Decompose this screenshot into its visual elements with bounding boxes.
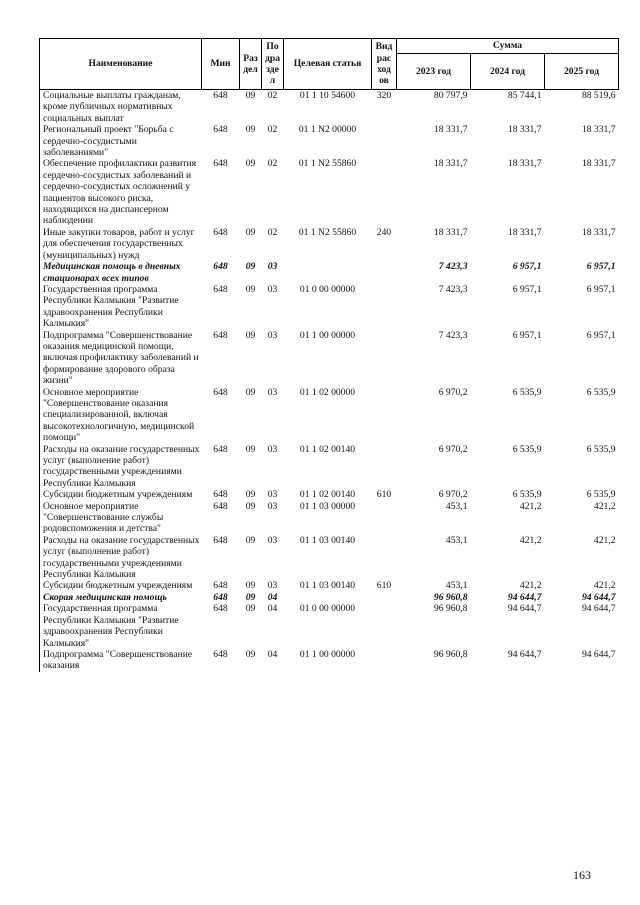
row-sum-2024: 94 644,7 — [507, 591, 542, 603]
row-sum-2025: 18 331,7 — [581, 124, 616, 136]
row-razdel: 09 — [245, 329, 256, 341]
row-min: 648 — [213, 261, 228, 273]
table-row — [40, 489, 619, 500]
table-row — [40, 227, 619, 261]
row-vid-rashodov: 610 — [376, 489, 392, 501]
row-sum-2023: 80 797,9 — [433, 90, 468, 101]
row-sum-2024: 421,2 — [519, 500, 542, 512]
row-sum-2025: 421,2 — [593, 500, 616, 512]
row-podrazdel: 04 — [267, 603, 278, 615]
row-celevaya-statya: 01 1 00 00000 — [299, 329, 356, 341]
row-min: 648 — [213, 580, 228, 592]
row-name: Подпрограмма "Совершенствование оказания — [40, 649, 202, 672]
header-2025: 2025 год — [545, 54, 619, 90]
header-2024: 2024 год — [471, 54, 545, 90]
row-sum-2025: 94 644,7 — [581, 591, 616, 603]
row-vid-rashodov — [372, 592, 397, 603]
header-min: Мин — [202, 39, 240, 90]
row-vid-rashodov — [372, 330, 397, 387]
row-sum-2025: 6 535,9 — [586, 386, 616, 398]
header-razdel: Раз дел — [240, 39, 262, 90]
row-min: 648 — [213, 500, 228, 512]
row-min: 648 — [213, 591, 228, 603]
row-sum-2023: 7 423,3 — [438, 261, 468, 273]
row-min: 648 — [213, 329, 228, 341]
row-razdel: 09 — [245, 283, 256, 295]
header-celevaya-statya: Целевая статья — [284, 39, 372, 90]
page-number: 163 — [573, 868, 591, 882]
row-sum-2023: 453,1 — [445, 500, 468, 512]
row-sum-2025: 421,2 — [593, 580, 616, 592]
row-min: 648 — [213, 386, 228, 398]
row-celevaya-statya: 01 0 00 00000 — [299, 603, 356, 615]
budget-table-page — [39, 38, 618, 672]
budget-table — [39, 38, 619, 672]
row-sum-2023: 6 970,2 — [438, 443, 468, 455]
row-vid-rashodov: 240 — [376, 226, 392, 238]
row-name: Расходы на оказание государственных услуг (выполнение работ) государственными учреждениями Республики Калмыкия — [40, 444, 202, 490]
row-sum-2025: 6 957,1 — [586, 283, 616, 295]
row-vid-rashodov — [372, 387, 397, 444]
table-row — [40, 535, 619, 581]
row-sum-2025: 88 519,6 — [581, 90, 616, 101]
row-sum-2024: 6 957,1 — [512, 261, 542, 273]
row-razdel: 09 — [245, 534, 256, 546]
table-row — [40, 387, 619, 444]
row-sum-2024: 6 535,9 — [512, 443, 542, 455]
row-vid-rashodov — [372, 444, 397, 490]
row-razdel: 09 — [245, 226, 256, 238]
row-vid-rashodov — [372, 284, 397, 330]
row-sum-2025: 6 535,9 — [586, 443, 616, 455]
row-podrazdel: 03 — [267, 283, 278, 295]
row-name: Скорая медицинская помощь — [40, 592, 202, 603]
row-sum-2023: 453,1 — [445, 534, 468, 546]
row-razdel: 09 — [245, 443, 256, 455]
row-name: Расходы на оказание государственных услуг (выполнение работ) государственными учреждениями Республики Калмыкия — [40, 535, 202, 581]
row-min: 648 — [213, 534, 228, 546]
row-celevaya-statya: 01 1 N2 00000 — [298, 124, 357, 136]
row-min: 648 — [213, 603, 228, 615]
row-sum-2025: 6 957,1 — [586, 261, 616, 273]
row-sum-2023: 18 331,7 — [433, 226, 468, 238]
row-podrazdel: 03 — [267, 329, 278, 341]
row-sum-2023: 96 960,8 — [433, 591, 468, 603]
row-min: 648 — [213, 443, 228, 455]
row-podrazdel: 03 — [267, 386, 278, 398]
row-vid-rashodov — [372, 603, 397, 649]
row-razdel: 09 — [245, 591, 256, 603]
row-razdel: 09 — [245, 489, 256, 501]
row-sum-2025: 6 535,9 — [586, 489, 616, 501]
header-podrazdel: По дра зде л — [262, 39, 284, 90]
row-sum-2024: 421,2 — [519, 580, 542, 592]
row-sum-2024: 18 331,7 — [507, 124, 542, 136]
row-vid-rashodov — [372, 124, 397, 158]
row-sum-2023: 96 960,8 — [433, 603, 468, 615]
row-min: 648 — [213, 283, 228, 295]
row-sum-2024: 6 957,1 — [512, 283, 542, 295]
row-sum-2024: 18 331,7 — [507, 226, 542, 238]
row-sum-2023: 18 331,7 — [433, 124, 468, 136]
row-vid-rashodov: 610 — [376, 580, 392, 592]
row-razdel: 09 — [245, 603, 256, 615]
row-min: 648 — [213, 226, 228, 238]
row-name: Социальные выплаты гражданам, кроме публичных нормативных социальных выплат — [40, 90, 202, 125]
header-name: Наименование — [40, 39, 202, 90]
row-min: 648 — [213, 124, 228, 136]
row-min: 648 — [213, 648, 228, 660]
row-sum-2023: 6 970,2 — [438, 489, 468, 501]
row-celevaya-statya: 01 1 00 00000 — [299, 648, 356, 660]
row-vid-rashodov — [372, 535, 397, 581]
row-podrazdel: 03 — [267, 580, 278, 592]
row-podrazdel: 03 — [267, 443, 278, 455]
row-podrazdel: 04 — [267, 591, 278, 603]
row-celevaya-statya — [284, 592, 372, 603]
row-sum-2024: 421,2 — [519, 534, 542, 546]
row-sum-2024: 18 331,7 — [507, 158, 542, 170]
row-name: Подпрограмма "Совершенствование оказания медицинской помощи, включая профилактику заболеваний и формирование здорового образа жизни" — [40, 330, 202, 387]
row-name: Субсидии бюджетным учреждениям — [40, 489, 202, 500]
row-vid-rashodov — [372, 649, 397, 672]
table-row — [40, 284, 619, 330]
row-celevaya-statya: 01 1 02 00140 — [299, 443, 356, 455]
row-sum-2024: 6 535,9 — [512, 489, 542, 501]
row-celevaya-statya — [284, 261, 372, 284]
row-podrazdel: 02 — [267, 124, 278, 136]
row-celevaya-statya: 01 1 03 00000 — [299, 500, 356, 512]
row-name: Основное мероприятие "Совершенствование оказания специализированной, включая высокотехнологичную, медицинской помощи" — [40, 387, 202, 444]
row-name: Государственная программа Республики Калмыкия "Развитие здравоохранения Республики Калмыкия" — [40, 284, 202, 330]
header-summa: Сумма — [397, 39, 619, 54]
table-row — [40, 330, 619, 387]
row-sum-2025: 421,2 — [593, 534, 616, 546]
table-row — [40, 649, 619, 672]
row-podrazdel: 03 — [267, 261, 278, 273]
row-sum-2024: 6 957,1 — [512, 329, 542, 341]
table-row — [40, 592, 619, 603]
row-sum-2025: 94 644,7 — [581, 603, 616, 615]
header-vid-rashodov: Вид рас ход ов — [372, 39, 397, 90]
row-podrazdel: 03 — [267, 489, 278, 501]
row-sum-2025: 6 957,1 — [586, 329, 616, 341]
row-podrazdel: 03 — [267, 534, 278, 546]
row-sum-2023: 7 423,3 — [438, 329, 468, 341]
row-sum-2023: 7 423,3 — [438, 283, 468, 295]
table-row — [40, 444, 619, 490]
table-row — [40, 90, 619, 125]
row-sum-2023: 453,1 — [445, 580, 468, 592]
table-row — [40, 124, 619, 158]
row-vid-rashodov — [372, 261, 397, 284]
row-podrazdel: 03 — [267, 500, 278, 512]
table-body — [40, 90, 619, 672]
row-razdel: 09 — [245, 648, 256, 660]
row-sum-2024: 6 535,9 — [512, 386, 542, 398]
row-razdel: 09 — [245, 90, 256, 101]
row-celevaya-statya: 01 1 10 54600 — [299, 90, 356, 101]
row-razdel: 09 — [245, 261, 256, 273]
row-sum-2024: 85 744,1 — [507, 90, 542, 101]
row-name: Медицинская помощь в дневных стационарах всех типов — [40, 261, 202, 284]
row-podrazdel: 02 — [267, 226, 278, 238]
row-celevaya-statya: 01 0 00 00000 — [299, 283, 356, 295]
row-name: Региональный проект "Борьба с сердечно-сосудистыми заболеваниями" — [40, 124, 202, 158]
row-vid-rashodov: 320 — [376, 90, 392, 101]
row-sum-2023: 18 331,7 — [433, 158, 468, 170]
row-podrazdel: 02 — [267, 90, 278, 101]
row-celevaya-statya: 01 1 02 00140 — [299, 489, 356, 501]
row-min: 648 — [213, 158, 228, 170]
row-razdel: 09 — [245, 580, 256, 592]
row-min: 648 — [213, 90, 228, 101]
row-name: Субсидии бюджетным учреждениям — [40, 580, 202, 591]
row-name: Основное мероприятие "Совершенствование службы родовспоможения и детства" — [40, 501, 202, 535]
row-sum-2023: 96 960,8 — [433, 648, 468, 660]
row-podrazdel: 04 — [267, 648, 278, 660]
row-name: Обеспечение профилактики развития сердечно-сосудистых заболеваний и сердечно-сосудистых осложнений у пациентов высокого риска, находящихся на диспансерном наблюдении — [40, 158, 202, 226]
header-2023: 2023 год — [397, 54, 471, 90]
row-sum-2025: 94 644,7 — [581, 648, 616, 660]
row-celevaya-statya: 01 1 03 00140 — [299, 534, 356, 546]
row-sum-2023: 6 970,2 — [438, 386, 468, 398]
row-razdel: 09 — [245, 386, 256, 398]
row-razdel: 09 — [245, 500, 256, 512]
row-celevaya-statya: 01 1 N2 55860 — [298, 226, 357, 238]
row-razdel: 09 — [245, 158, 256, 170]
row-name: Государственная программа Республики Калмыкия "Развитие здравоохранения Республики Калмыкия" — [40, 603, 202, 649]
row-name: Иные закупки товаров, работ и услуг для обеспечения государственных (муниципальных) нужд — [40, 227, 202, 261]
row-sum-2025: 18 331,7 — [581, 226, 616, 238]
row-sum-2024: 94 644,7 — [507, 648, 542, 660]
row-celevaya-statya: 01 1 N2 55860 — [298, 158, 357, 170]
table-row — [40, 261, 619, 284]
row-celevaya-statya: 01 1 03 00140 — [299, 580, 356, 592]
table-row — [40, 580, 619, 591]
row-vid-rashodov — [372, 158, 397, 226]
row-sum-2024: 94 644,7 — [507, 603, 542, 615]
table-row — [40, 603, 619, 649]
row-razdel: 09 — [245, 124, 256, 136]
row-vid-rashodov — [372, 501, 397, 535]
table-row — [40, 158, 619, 226]
row-min: 648 — [213, 489, 228, 501]
table-header — [40, 39, 619, 90]
row-celevaya-statya: 01 1 02 00000 — [299, 386, 356, 398]
table-row — [40, 501, 619, 535]
row-podrazdel: 02 — [267, 158, 278, 170]
row-sum-2025: 18 331,7 — [581, 158, 616, 170]
